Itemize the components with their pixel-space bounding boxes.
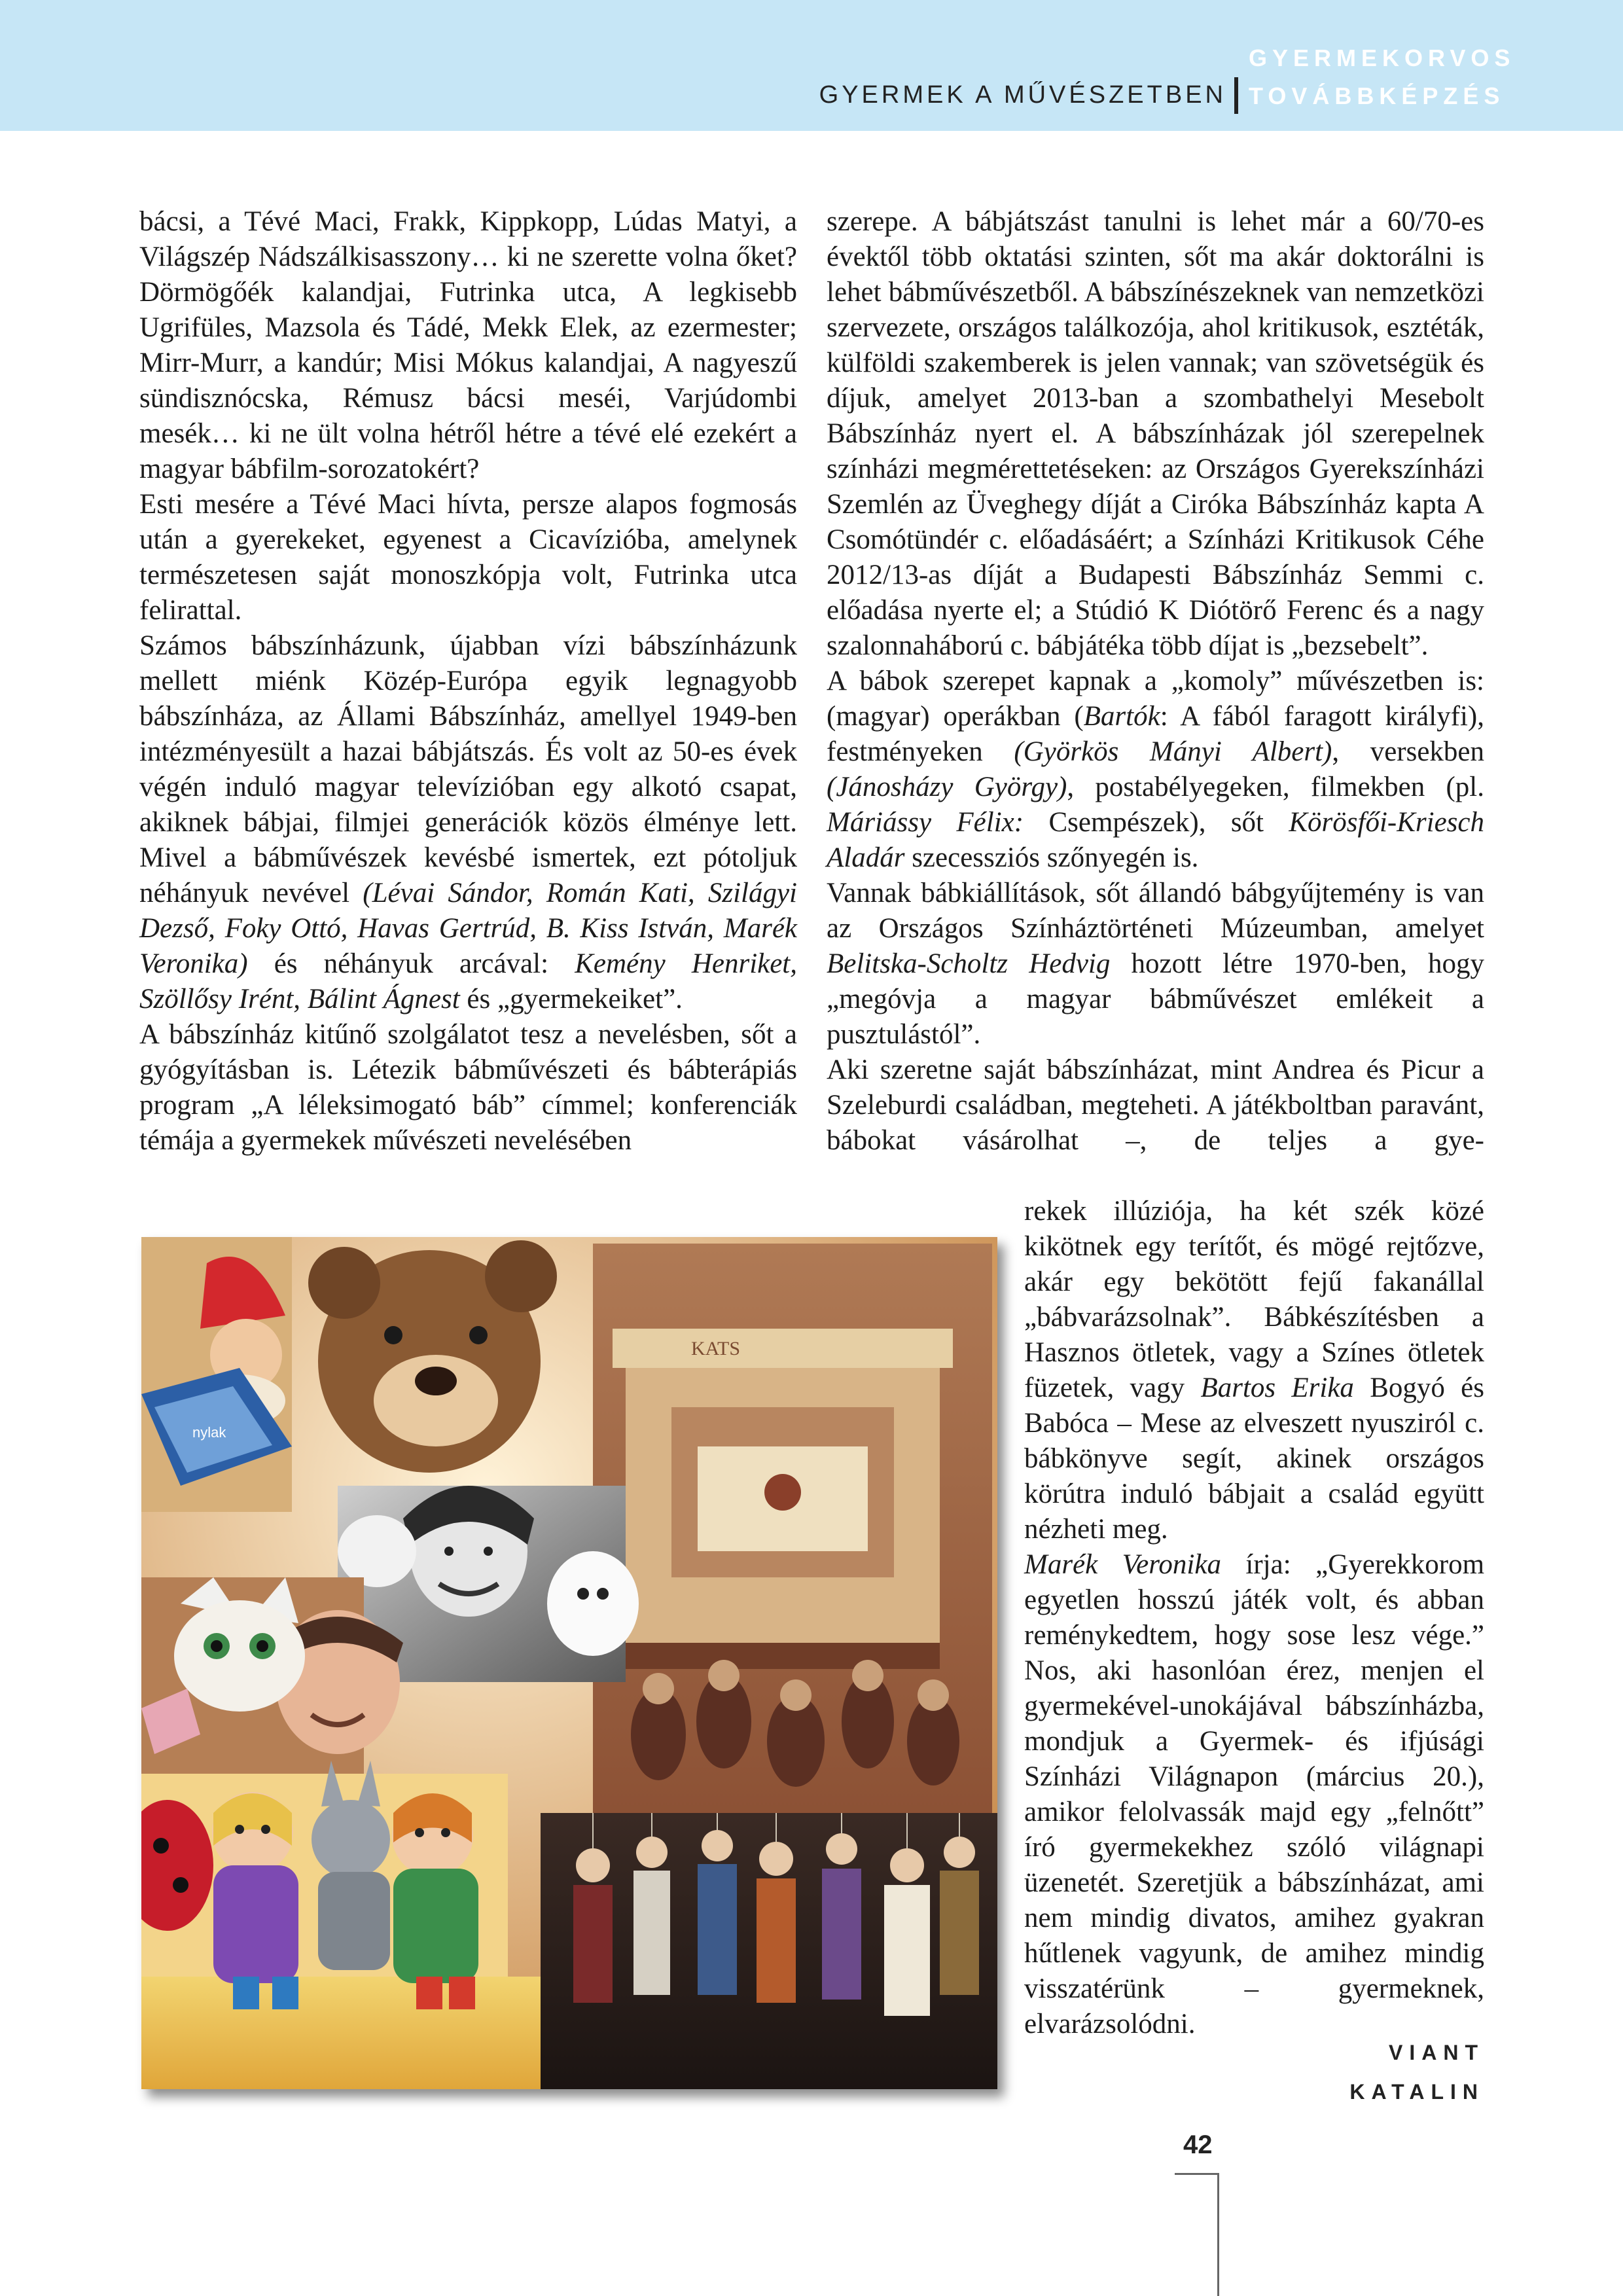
paragraph: Aki szeretne saját bábszínházat, mint Andrea és Picur a Szeleburdi családban, megteheti. A játékboltban paravánt, bábokat vásárolhat –, de teljes a gye- [827, 1054, 1484, 1156]
text-run: rekek illúziója, ha két szék közé kikötnek egy terítőt, és mögé rejtőzve, akár egy bekötött fejű fakanállal „bábvarázsolnak”. Bábkészítésben a Hasznos ötletek, vagy a Színes ötletek füzetek, vagy [1024, 1196, 1484, 1403]
text-run: , postabélyegeken, filmekben (pl. [1067, 772, 1485, 802]
text-run: írja: „Gyerekkorom egyetlen hosszú játék volt, és abban reménykedtem, hogy sose lesz vége.” Nos, aki hasonlóan érez, menjen el gyermekével-unokájával bábszínházba, mondjuk a Gyermek- és ifjúsági Színházi Világnapon (március 20.), amikor felolvassák majd egy „felnőtt” író gyermekekhez szóló világnapi üzenetét. Szeretjük a bábszínházat, ami nem mindig divatos, amihez gyakran hűtlenek vagyunk, de amihez mindig visszatérünk – gyermeknek, elvarázsolódni. [1024, 1549, 1485, 2039]
paragraph: Esti mesére a Tévé Maci hívta, persze alapos fogmosás után a gyerekeket, egyenest a Cicavízióba, amelynek természetesen saját monoszkópja volt, Futrinka utca felirattal. [139, 489, 797, 626]
author-second-line: KATALIN [1349, 2080, 1484, 2104]
paragraph: szerepe. A bábjátszást tanulni is lehet már a 60/70-es évektől több oktatási szinten, sőt ma akár doktorálni is lehet bábművészetből. A bábszínészeknek van nemzetközi szervezete, országos találkozója, ahol kritikusok, esztéták, külföldi szakemberek is jelen vannak; van szövetségük és díjuk, amelyet 2013-ban a szombathelyi Mesebolt Bábszínház nyert el. A bábszínházak jól szerepelnek színházi megmérettetéseken: az Országos Gyerekszínházi Szemlén az Üveghegy díját a Ciróka Bábszínház kapta A Csomótündér c. előadásáért; a Színházi Kritikusok Céhe 2012/13-as díját a Budapesti Bábszínház Semmi c. előadása nyerte el; a Stúdió K Diótörő Ferenc és a nagy szalonnaháború c. bábjátéka több díjat is „bezsebelt”. [827, 206, 1484, 661]
puppeteer-names: (Lévai Sándor, Román Kati, Szilágyi Dezső, Foky Ottó, Havas Gertrúd, B. Kiss István, Marék Veronika) [139, 878, 798, 979]
page-number: 42 [1183, 2130, 1213, 2159]
text-run: Csempészek), sőt [1024, 807, 1289, 838]
left-column [139, 204, 797, 1158]
name-bartok: Bartók [1083, 701, 1160, 732]
felt-hand-puppets [141, 1761, 547, 2089]
name-marek: Marék Veronika [1024, 1549, 1221, 1580]
text-run: szecessziós szőnyegén is. [904, 842, 1199, 873]
right-column [827, 204, 1484, 1158]
text-run: , versekben [1332, 736, 1484, 767]
paragraph: A bábszínház kitűnő szolgálatot tesz a nevelésben, sőt a gyógyításban is. Létezik bábművészeti és bábterápiás program „A léleksimogató báb” címmel; konferenciák témája a gyermekek művészeti nevelésében [139, 1019, 797, 1156]
collage-illustration [141, 1237, 997, 2089]
text-run: hozott létre 1970-ben, hogy „megóvja a magyar bábművészet emlékeit a pusztulástól”. [827, 948, 1484, 1050]
name-gyorkos: (Györkös Mányi Albert) [1014, 736, 1332, 767]
tapestry-label: KATS [691, 1338, 741, 1359]
paragraph [1024, 1194, 1484, 1547]
puppet-theatre-tapestry [593, 1244, 992, 1846]
text-run: Bogyó és Babóca – Mese az elveszett nyusziról c. bábkönyve segít, akinek országos körútra induló bábjait a család együtt nézheti meg. [1024, 1372, 1485, 1545]
text-run: A bábok szerepet kapnak a „komoly” művészetben is: (magyar) operákban ( [827, 666, 1484, 732]
book-label: nylak [192, 1424, 226, 1441]
name-belitska: Belitska-Scholtz Hedvig [827, 948, 1111, 979]
header-divider [1234, 77, 1238, 114]
name-mariassy: Máriássy Félix: [827, 807, 1024, 838]
name-janoshazy: (Jánosházy György) [827, 772, 1067, 802]
marionette-ensemble [541, 1813, 997, 2089]
paragraph: bácsi, a Tévé Maci, Frakk, Kippkopp, Lúdas Matyi, a Világszép Nádszálkisasszony… ki ne szerette volna őket? Dörmögőék kalandjai, Futrinka utca, A legkisebb Ugrifüles, Mazsola és Tádé, Mekk Elek, az ezermester; Mirr-Murr, a kandúr; Misi Mókus kalandjai, A nagyeszű sündisznócska, Rémusz bácsi meséi, Varjúdombi mesék… ki ne ült volna hétről hétre a tévé elé ezekért a magyar bábfilm-sorozatokért? [139, 206, 797, 484]
name-korosfoi: Körösfői-Kriesch Aladár [827, 807, 1485, 873]
elderly-puppeteer-with-cat-puppet [141, 1577, 403, 1787]
puppeteer-faces: Kemény Henriket, Szöllősy Irént, Bálint Ágnest [139, 948, 798, 1014]
page-header [0, 0, 1623, 131]
puppet-photo-collage [141, 1237, 997, 2089]
paragraph [1024, 1547, 1484, 2042]
page-number-rule-vertical [1217, 2173, 1219, 2296]
section-title: GYERMEK A MŰVÉSZETBEN [819, 81, 1226, 109]
text-run: és néhányuk arcával: [247, 948, 575, 979]
text-run: : A fából faragott királyfi), festményeken [827, 701, 1484, 767]
paragraph [827, 664, 1484, 876]
journal-name-line1: GYERMEKORVOS [1249, 45, 1516, 71]
paragraph [827, 876, 1484, 1052]
author-first-line: VIANT [1389, 2041, 1484, 2064]
text-run: és „gyermekeiket”. [459, 984, 683, 1014]
text-run: Vannak bábkiállítások, sőt állandó bábgyűjtemény is van az Országos Színháztörténeti Múzeumban, amelyet [827, 878, 1484, 944]
page-number-rule [1175, 2173, 1219, 2175]
text-run: Számos bábszínházunk, újabban vízi bábszínházunk mellett miénk Közép-Európa egyik legnagyobb bábszínháza, az Állami Bábszínház, amellyel 1949-ben intézményesült a hazai bábjátszás. És volt az 50-es évek végén induló magyar televízióban egy alkotó csapat, akiknek bábjai, filmjei generációk közös élménye lett. Mivel a bábművészek kevésbé ismertek, ezt pótoljuk néhányuk nevével [139, 630, 797, 908]
name-bartos: Bartos Erika [1200, 1372, 1354, 1403]
right-narrow-column [1024, 1194, 1484, 2042]
paragraph [139, 628, 797, 1017]
journal-name-line2: TOVÁBBKÉPZÉS [1249, 82, 1505, 109]
dwarf-reading-puppet [141, 1237, 292, 1512]
